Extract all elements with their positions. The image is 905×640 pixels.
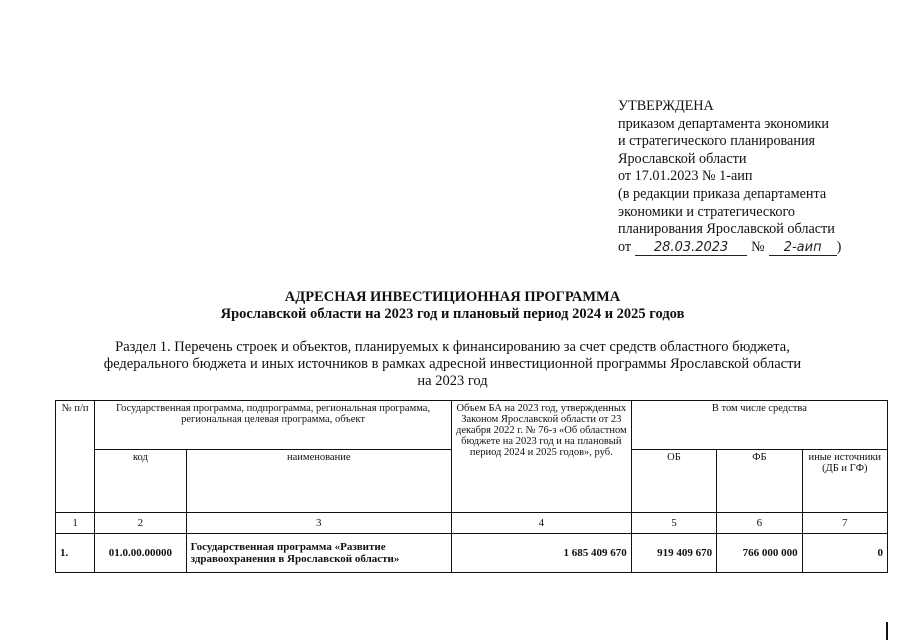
row-ob: 919 409 670: [631, 534, 716, 573]
header-program: Государственная программа, подпрограмма, региональная программа, региональная целевая программа, объект: [95, 401, 452, 450]
row-volume: 1 685 409 670: [451, 534, 631, 573]
approval-line: приказом департамента экономики: [618, 115, 830, 132]
header-ob: ОБ: [631, 450, 716, 513]
approval-signature-line: от 28.03.2023 № 2-аип ): [618, 238, 842, 255]
section-heading-line: Раздел 1. Перечень строек и объектов, планируемых к финансированию за счет средств областного бюджета,: [115, 339, 790, 355]
col-number: 7: [802, 513, 887, 534]
col-number: 4: [451, 513, 631, 534]
approval-line: Ярославской области: [618, 150, 747, 167]
approval-line: и стратегического планирования: [618, 133, 816, 150]
col-number: 5: [631, 513, 716, 534]
row-other: 0: [802, 534, 887, 573]
header-fb: ФБ: [717, 450, 802, 513]
row-code: 01.0.00.00000: [95, 534, 186, 573]
col-number: 3: [186, 513, 451, 534]
row-no: 1.: [56, 534, 95, 573]
col-number: 6: [717, 513, 802, 534]
header-name: наименование: [186, 450, 451, 513]
approval-line: (в редакции приказа департамента: [618, 185, 827, 202]
investment-table: [55, 400, 888, 573]
header-volume: Объем БА на 2023 год, утвержденных Законом Ярославской области от 23 декабря 2022 г. № 76-з «Об областном бюджете на 2023 год и на плановый период 2024 и 2025 годов», руб.: [451, 401, 631, 513]
section-heading-line: федерального бюджета и иных источников в рамках адресной инвестиционной программы Ярославской области: [103, 356, 802, 372]
approval-line: планирования Ярославской области: [618, 221, 835, 238]
sig-num-label: №: [751, 238, 765, 255]
sig-prefix: от: [618, 238, 632, 255]
row-fb: 766 000 000: [717, 534, 802, 573]
approval-line: от 17.01.2023 № 1-аип: [618, 168, 753, 185]
header-row: [56, 401, 888, 450]
approval-line: экономики и стратегического: [618, 203, 796, 220]
approval-heading: УТВЕРЖДЕНА: [618, 98, 714, 114]
header-other: иные источники (ДБ и ГФ): [802, 450, 887, 513]
doc-title: АДРЕСНАЯ ИНВЕСТИЦИОННАЯ ПРОГРАММА: [284, 289, 621, 305]
header-including: В том числе средства: [631, 401, 887, 450]
handwritten-date: 28.03.2023: [635, 241, 747, 256]
approval-block: [618, 98, 888, 256]
header-no: № п/п: [56, 401, 95, 513]
handwritten-number: 2-аип: [769, 241, 837, 256]
table-row: [56, 534, 888, 573]
col-number: 2: [95, 513, 186, 534]
page-edge-mark: [886, 622, 888, 640]
doc-subtitle: Ярославской области на 2023 год и плановый период 2024 и 2025 годов: [220, 306, 685, 322]
column-number-row: [56, 513, 888, 534]
section-heading-line: на 2023 год: [417, 373, 488, 389]
col-number: 1: [56, 513, 95, 534]
header-code: код: [95, 450, 186, 513]
row-name: Государственная программа «Развитие здравоохранения в Ярославской области»: [186, 534, 451, 573]
